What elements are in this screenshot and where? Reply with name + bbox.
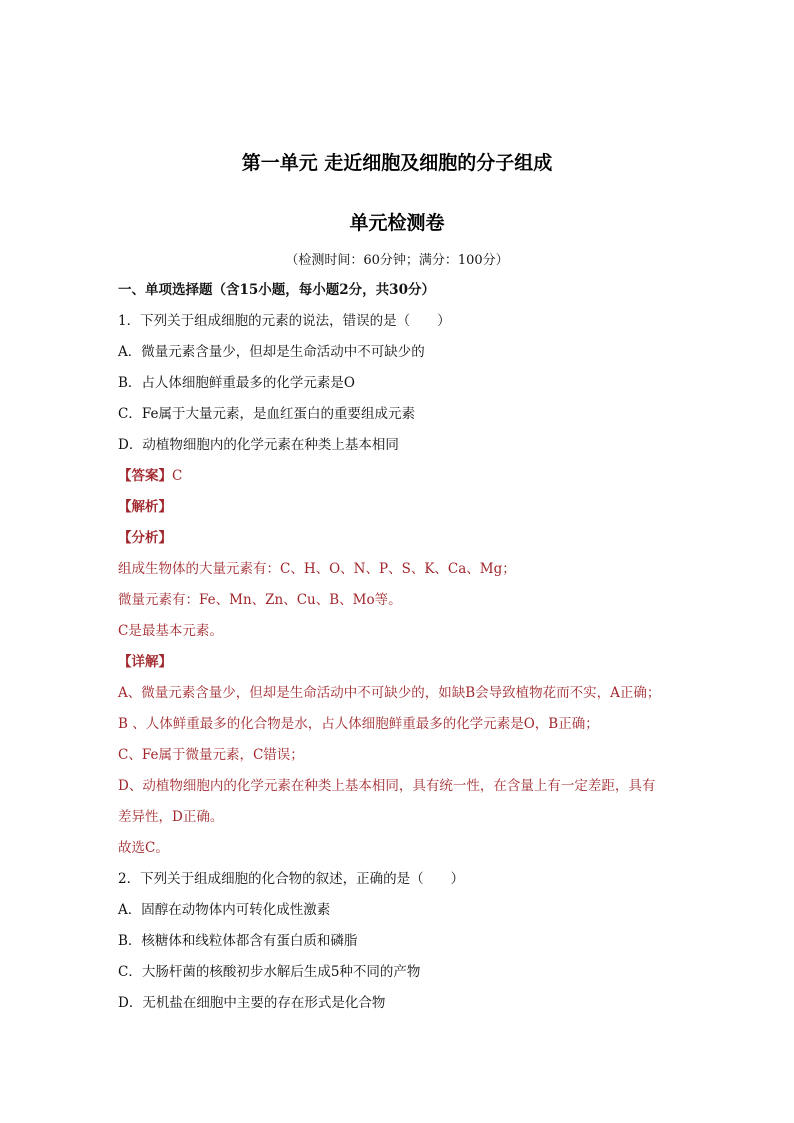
question-1-option-b: B．占人体细胞鲜重最多的化学元素是O (118, 375, 355, 391)
detail-line: B 、人体鲜重最多的化合物是水，占人体细胞鲜重最多的化学元素是O，B正确； (118, 716, 599, 732)
fenxi-tag: 【分析】 (118, 530, 172, 546)
exam-time-note: （检测时间：60分钟；满分：100分） (285, 253, 509, 268)
question-2-stem: 2．下列关于组成细胞的化合物的叙述，正确的是（ ） (118, 871, 465, 887)
fenxi-line: C是最基本元素。 (118, 623, 223, 639)
detail-line: A、微量元素含量少，但却是生命活动中不可缺少的，如缺B会导致植物花而不实，A正确； (118, 685, 661, 701)
fenxi-line: 组成生物体的大量元素有：C、H、O、N、P、S、K、Ca、Mg； (118, 561, 516, 577)
question-1-option-c: C．Fe属于大量元素，是血红蛋白的重要组成元素 (118, 406, 415, 422)
detail-line: 差异性，D正确。 (118, 809, 224, 825)
fenxi-line: 微量元素有：Fe、Mn、Zn、Cu、B、Mo等。 (118, 592, 402, 608)
question-1-option-d: D．动植物细胞内的化学元素在种类上基本相同 (118, 437, 399, 453)
question-2-option-c: C．大肠杆菌的核酸初步水解后生成5种不同的产物 (118, 964, 421, 980)
document-title: 第一单元 走近细胞及细胞的分子组成 (241, 152, 553, 174)
analysis-tag: 【解析】 (118, 499, 172, 515)
question-1-stem: 1．下列关于组成细胞的元素的说法，错误的是（ ） (118, 313, 451, 329)
question-2-option-a: A．固醇在动物体内可转化成性激素 (118, 902, 331, 918)
question-2-option-d: D．无机盐在细胞中主要的存在形式是化合物 (118, 995, 386, 1011)
detail-tag: 【详解】 (118, 654, 172, 670)
question-1-option-a: A．微量元素含量少，但却是生命活动中不可缺少的 (118, 344, 425, 360)
conclusion: 故选C。 (118, 840, 169, 856)
detail-line: C、Fe属于微量元素，C错误； (118, 747, 304, 763)
answer-value: C (172, 468, 183, 484)
answer-block (118, 466, 182, 486)
section-header: 一、单项选择题（含15小题，每小题2分，共30分） (118, 282, 435, 298)
document-subtitle: 单元检测卷 (349, 212, 445, 234)
question-2-option-b: B．核糖体和线粒体都含有蛋白质和磷脂 (118, 933, 358, 949)
answer-tag: 【答案】 (118, 468, 172, 484)
detail-line: D、动植物细胞内的化学元素在种类上基本相同，具有统一性，在含量上有一定差距，具有 (118, 778, 656, 794)
